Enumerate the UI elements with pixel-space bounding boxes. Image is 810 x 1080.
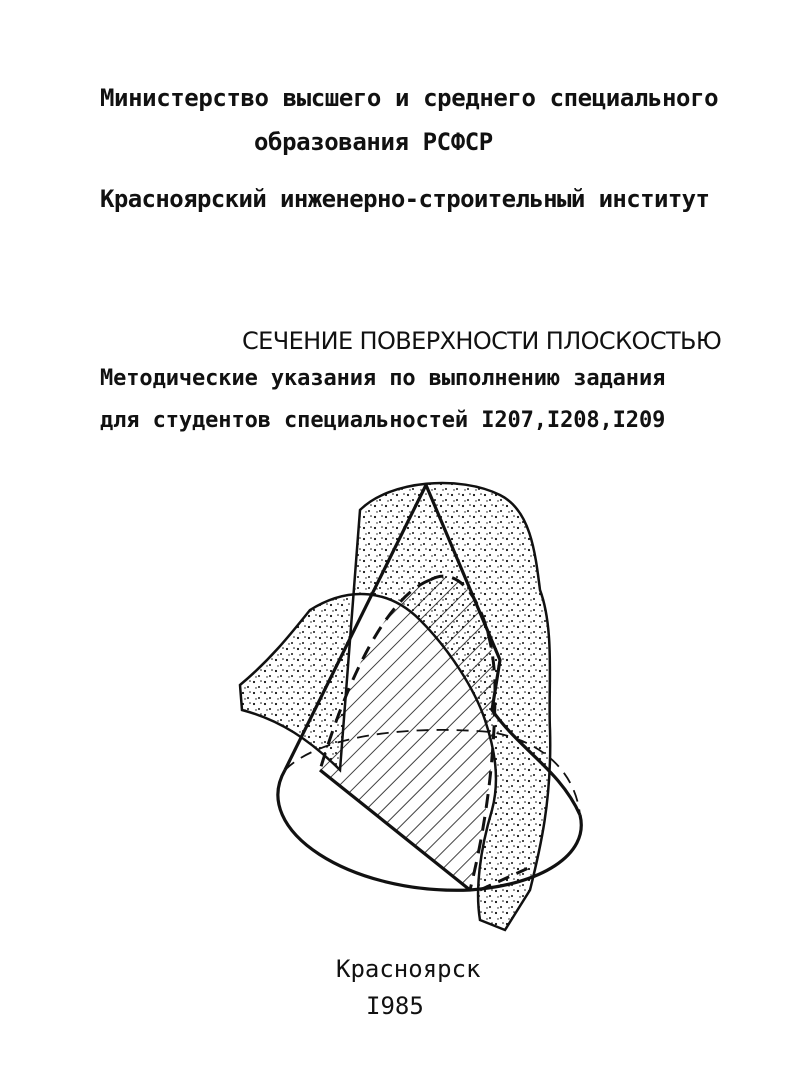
document-subtitle-line-1: Методические указания по выполнению задания	[100, 366, 666, 391]
document-subtitle-line-2: для студентов специальностей I207,I208,I209	[100, 408, 666, 433]
publication-city: Красноярск	[336, 955, 481, 983]
document-title: СЕЧЕНИЕ ПОВЕРХНОСТИ ПЛОСКОСТЬЮ	[242, 327, 722, 355]
institute-name: Красноярский инженерно-строительный институт	[100, 185, 710, 213]
publication-year: I985	[366, 992, 424, 1020]
ministry-line-1: Министерство высшего и среднего специального	[100, 84, 719, 112]
ministry-line-2: образования РСФСР	[254, 128, 493, 156]
cone-section-illustration	[230, 470, 590, 940]
